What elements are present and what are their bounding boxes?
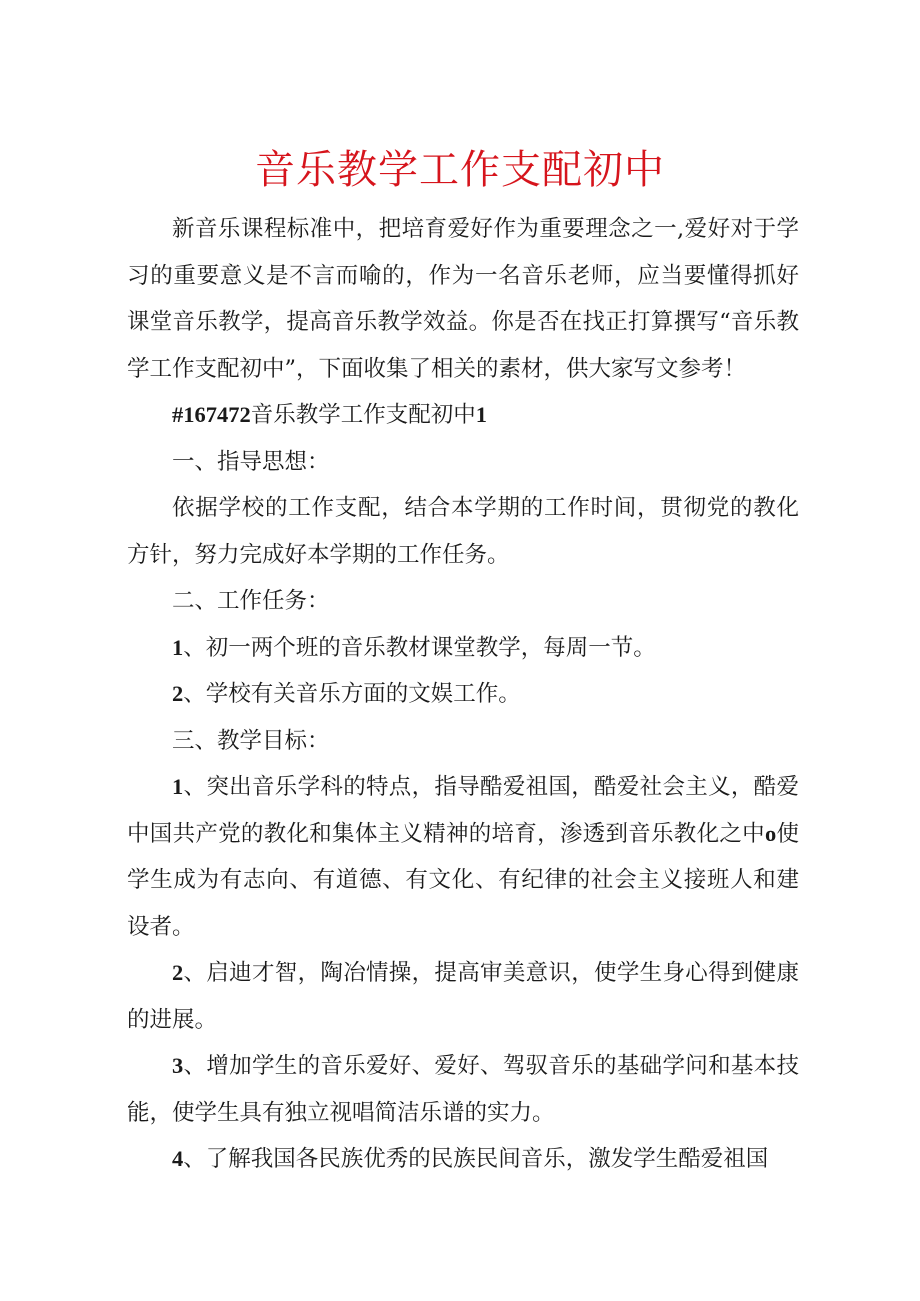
- part3-item-2: [127, 950, 799, 1043]
- section-heading-id: #167472: [172, 402, 251, 427]
- item-text: 、增加学生的音乐爱好、爱好、驾驭音乐的基础学问和基本技能，使学生具有独立视唱简洁乐谱的实力。: [127, 1053, 799, 1126]
- section-heading-suffix: 1: [475, 402, 488, 427]
- part3-item-3: [127, 1043, 799, 1136]
- intro-paragraph: 新音乐课程标准中，把培育爱好作为重要理念之一,爱好对于学习的重要意义是不言而喻的，作为一名音乐老师，应当要懂得抓好课堂音乐教学，提高音乐教学效益。你是否在找正打算撰写“音乐教学工作支配初中”，下面收集了相关的素材，供大家写文参考！: [127, 216, 799, 382]
- part2-item-2: [127, 671, 799, 718]
- item-number: 4: [172, 1146, 184, 1171]
- part3-heading: 三、教学目标：: [172, 727, 330, 754]
- item-number: 2: [172, 960, 184, 985]
- document-body: [127, 206, 799, 1183]
- item-text: 、初一两个班的音乐教材课堂教学，每周一节。: [183, 634, 656, 661]
- item-text: 、突出音乐学科的特点，指导酷爱祖国，酷爱社会主义，酷爱中国共产党的教化和集体主义精神的培育，渗透到音乐教化之中: [127, 774, 799, 847]
- item-number: 1: [172, 774, 184, 799]
- item-text: 、学校有关音乐方面的文娱工作。: [183, 681, 521, 707]
- part3-item-4: [127, 1136, 799, 1183]
- part2-heading: 二、工作任务：: [172, 588, 330, 614]
- part2-item-1: [127, 625, 799, 672]
- item-text-continued: 使学生成为有志向、有道德、有文化、有纪律的社会主义接班人和建设者。: [127, 820, 799, 940]
- item-text: 、启迪才智，陶冶情操，提高审美意识，使学生身心得到健康的进展。: [127, 960, 799, 1033]
- item-number: 2: [172, 681, 184, 706]
- part1-paragraph: 依据学校的工作支配，结合本学期的工作时间，贯彻党的教化方针，努力完成好本学期的工作任务。: [127, 495, 799, 568]
- item-text: 、了解我国各民族优秀的民族民间音乐，激发学生酷爱祖国: [183, 1146, 769, 1172]
- item-mark: o: [764, 820, 777, 846]
- part3-item-1: [127, 764, 799, 950]
- part1-heading: 一、指导思想：: [172, 448, 330, 475]
- section-heading: [127, 392, 799, 439]
- item-number: 1: [172, 634, 184, 660]
- document-title: 音乐教学工作支配初中: [255, 147, 665, 193]
- item-number: 3: [172, 1053, 184, 1078]
- section-heading-text: 音乐教学工作支配初中: [250, 402, 476, 428]
